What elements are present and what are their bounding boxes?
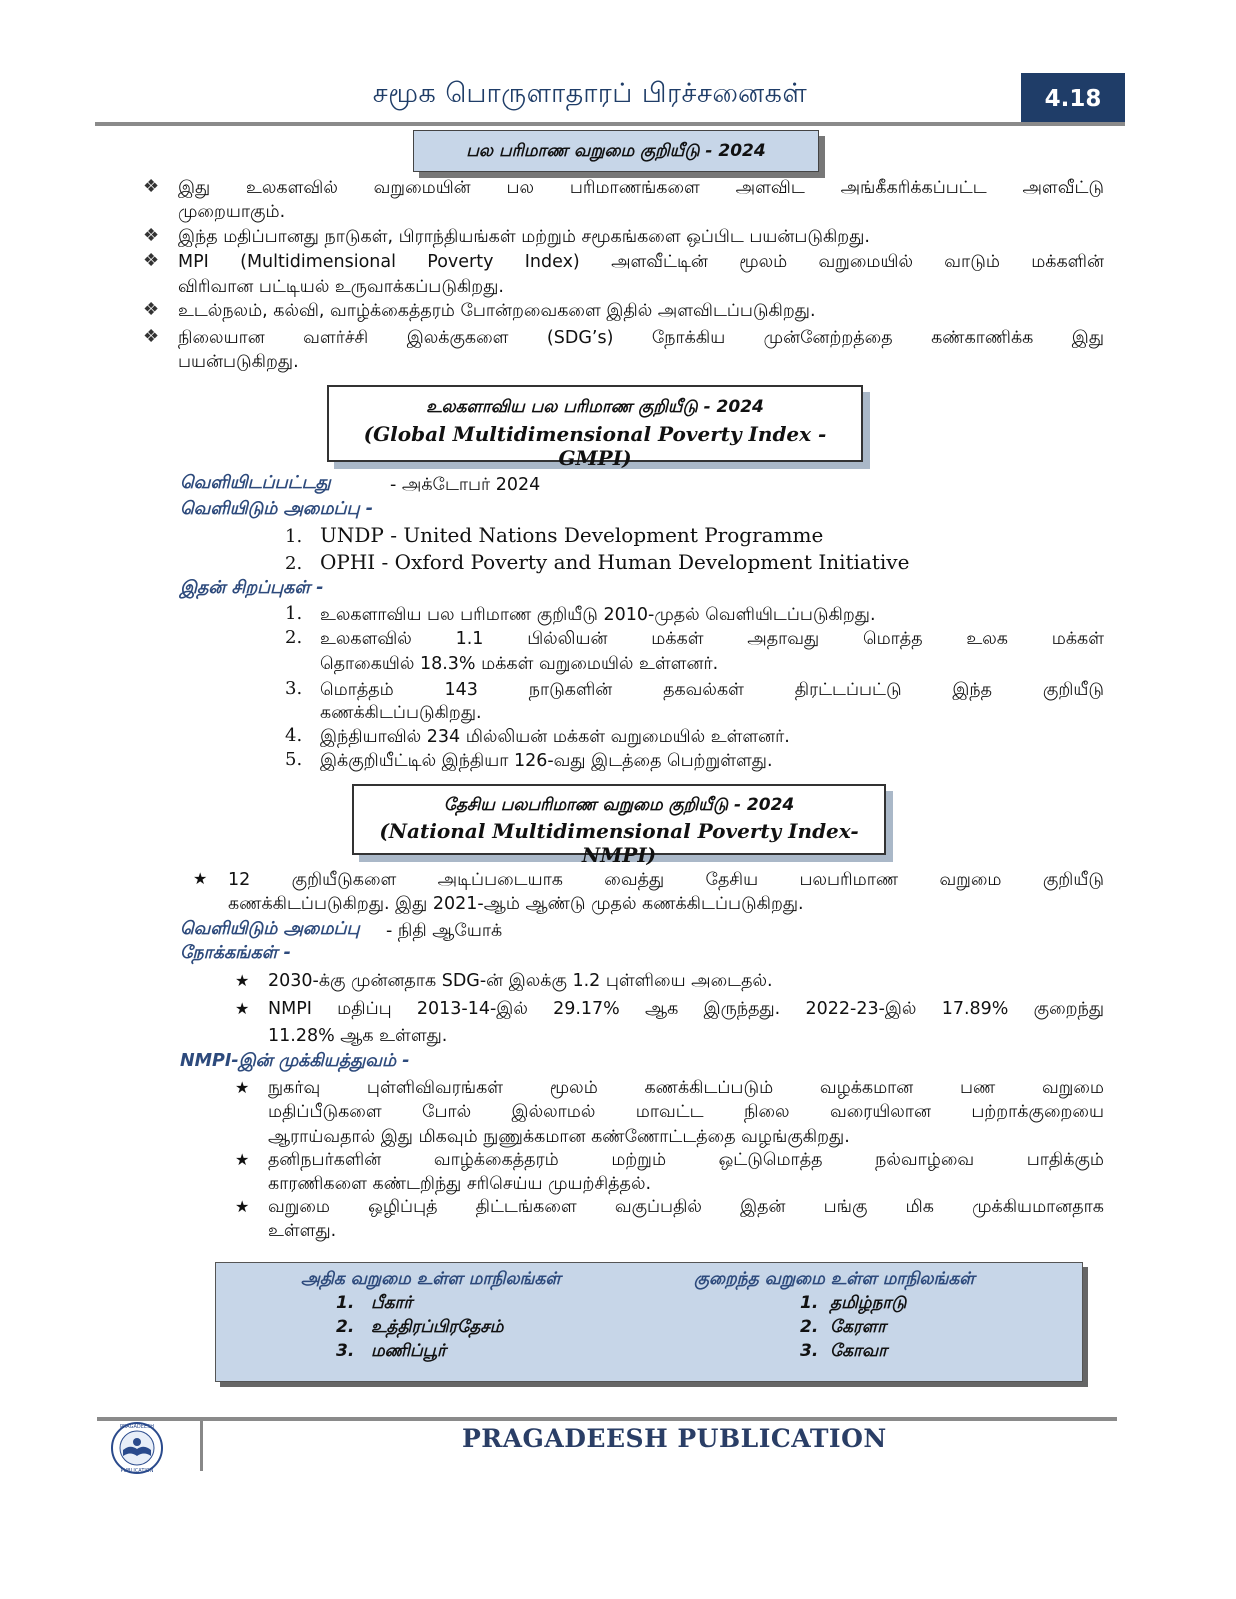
diamond-bullet-icon: ❖ <box>143 225 160 246</box>
feature-2-line1: உலகளவில் 1.1 பில்லியன் மக்கள் அதாவது மொத்த உலக மக்கள் <box>320 629 1104 649</box>
high-state-3-number: 3. <box>336 1341 355 1361</box>
nmpi-intro-line2: கணக்கிடப்படுகிறது. இது 2021-ஆம் ஆண்டு முதல் கணக்கிடப்படுகிறது. <box>228 894 804 914</box>
publisher-1-number: 1. <box>285 526 303 547</box>
feature-2-number: 2. <box>285 627 303 648</box>
gmpi-title-tamil: உலகளாவிய பல பரிமாண குறியீடு - 2024 <box>426 397 764 417</box>
publisher-1-text: UNDP - United Nations Development Programme <box>320 523 824 547</box>
objective-2-line1: NMPI மதிப்பு 2013-14-இல் 29.17% ஆக இருந்தது. 2022-23-இல் 17.89% குறைந்து <box>268 999 1104 1019</box>
nmpi-title-english: (National Multidimensional Poverty Index-NMPI) <box>379 819 859 867</box>
feature-5-number: 5. <box>285 749 303 770</box>
high-state-2-number: 2. <box>336 1317 355 1337</box>
feature-3-line1: மொத்தம் 143 நாடுகளின் தகவல்கள் திரட்டப்பட்டு இந்த குறியீடு <box>320 680 1104 700</box>
diamond-bullet-icon: ❖ <box>143 299 160 320</box>
mpi-title-box <box>413 130 819 172</box>
logo-top-text: PRAGADEESH <box>119 1424 155 1430</box>
gmpi-title-english: (Global Multidimensional Poverty Index - GMPI) <box>363 422 827 470</box>
low-state-3-name: கோவா <box>830 1341 887 1361</box>
states-comparison-box <box>215 1262 1083 1382</box>
book-logo-icon <box>107 1420 167 1476</box>
star-bullet-icon: ★ <box>193 869 208 888</box>
feature-3-line2: கணக்கிடப்படுகிறது. <box>320 703 482 723</box>
nmpi-intro-line1: 12 குறியீடுகளை அடிப்படையாக வைத்து தேசிய பலபரிமாண வறுமை குறியீடு <box>228 870 1104 890</box>
header-divider <box>95 122 1125 126</box>
publisher-logo <box>107 1420 167 1476</box>
footer-vertical-divider <box>200 1421 203 1471</box>
publisher-2-text: OPHI - Oxford Poverty and Human Development Initiative <box>320 550 910 574</box>
diamond-bullet-icon: ❖ <box>143 326 160 347</box>
low-state-1-name: தமிழ்நாடு <box>830 1293 907 1313</box>
mpi-bullet-3-line2: விரிவான பட்டியல் உருவாக்கப்படுகிறது. <box>178 277 504 297</box>
footer-publisher: PRAGADEESH PUBLICATION <box>462 1424 887 1453</box>
page-title: சமூக பொருளாதாரப் பிரச்சனைகள் <box>372 78 808 109</box>
gmpi-publisher-label: வெளியிடும் அமைப்பு - <box>180 499 373 519</box>
low-state-2-number: 2. <box>800 1317 819 1337</box>
feature-5-line1: இக்குறியீட்டில் இந்தியா 126-வது இடத்தை பெற்றுள்ளது. <box>320 751 773 771</box>
nmpi-publisher-value: - நிதி ஆயோக் <box>386 921 503 941</box>
objective-1-line1: 2030-க்கு முன்னதாக SDG-ன் இலக்கு 1.2 புள்ளியை அடைதல். <box>268 971 773 991</box>
feature-1-line1: உலகளாவிய பல பரிமாண குறியீடு 2010-முதல் வெளியிடப்படுகிறது. <box>320 605 876 625</box>
low-state-2-name: கேரளா <box>830 1317 886 1337</box>
mpi-bullet-1-line2: முறையாகும். <box>178 202 286 222</box>
page-number: 4.18 <box>1021 73 1125 125</box>
importance-1-line2: மதிப்பீடுகளை போல் இல்லாமல் மாவட்ட நிலை வரையிலான பற்றாக்குறையை <box>268 1102 1104 1122</box>
nmpi-title-box <box>352 784 886 867</box>
diamond-bullet-icon: ❖ <box>143 250 160 271</box>
nmpi-publisher-label: வெளியிடும் அமைப்பு <box>180 919 360 939</box>
mpi-bullet-5-line2: பயன்படுகிறது. <box>178 352 299 372</box>
high-state-2-name: உத்திரப்பிரதேசம் <box>371 1317 504 1337</box>
importance-2-line1: தனிநபர்களின் வாழ்க்கைத்தரம் மற்றும் ஒட்டுமொத்த நல்வாழ்வை பாதிக்கும் <box>268 1150 1104 1170</box>
low-poverty-heading: குறைந்த வறுமை உள்ள மாநிலங்கள் <box>694 1269 975 1289</box>
low-state-3-number: 3. <box>800 1341 819 1361</box>
importance-1-line3: ஆராய்வதால் இது மிகவும் நுணுக்கமான கண்ணோட்டத்தை வழங்குகிறது. <box>268 1127 850 1147</box>
star-bullet-icon: ★ <box>235 1150 250 1169</box>
feature-2-line2: தொகையில் 18.3% மக்கள் வறுமையில் உள்ளனர். <box>320 654 719 674</box>
feature-1-number: 1. <box>285 603 303 624</box>
star-bullet-icon: ★ <box>235 1197 250 1216</box>
mpi-bullet-4-line1: உடல்நலம், கல்வி, வாழ்க்கைத்தரம் போன்றவைகளை இதில் அளவிடப்படுகிறது. <box>178 301 816 321</box>
nmpi-objectives-label: நோக்கங்கள் - <box>180 943 291 963</box>
importance-1-line1: நுகர்வு புள்ளிவிவரங்கள் மூலம் கணக்கிடப்படும் வழக்கமான பண வறுமை <box>268 1078 1104 1098</box>
diamond-bullet-icon: ❖ <box>143 176 160 197</box>
nmpi-importance-label: NMPI-இன் முக்கியத்துவம் - <box>180 1051 410 1071</box>
high-state-1-number: 1. <box>336 1293 355 1313</box>
importance-3-line1: வறுமை ஒழிப்புத் திட்டங்களை வகுப்பதில் இதன் பங்கு மிக முக்கியமானதாக <box>268 1197 1104 1217</box>
feature-4-number: 4. <box>285 725 303 746</box>
high-state-1-name: பீகார் <box>371 1293 413 1313</box>
logo-bottom-text: PUBLICATION <box>120 1468 154 1474</box>
feature-3-number: 3. <box>285 678 303 699</box>
high-state-3-name: மணிப்பூர் <box>371 1341 446 1361</box>
objective-2-line2: 11.28% ஆக உள்ளது. <box>268 1026 448 1046</box>
low-state-1-number: 1. <box>800 1293 819 1313</box>
high-poverty-heading: அதிக வறுமை உள்ள மாநிலங்கள் <box>301 1269 561 1289</box>
mpi-bullet-2-line1: இந்த மதிப்பானது நாடுகள், பிராந்தியங்கள் மற்றும் சமூகங்களை ஒப்பிட பயன்படுகிறது. <box>178 227 870 247</box>
gmpi-released-label: வெளியிடப்பட்டது <box>180 473 331 493</box>
feature-4-line1: இந்தியாவில் 234 மில்லியன் மக்கள் வறுமையில் உள்ளனர். <box>320 727 790 747</box>
star-bullet-icon: ★ <box>235 1078 250 1097</box>
gmpi-released-value: - அக்டோபர் 2024 <box>390 475 541 495</box>
nmpi-title-tamil: தேசிய பலபரிமாண வறுமை குறியீடு - 2024 <box>443 795 795 815</box>
mpi-title: பல பரிமாண வறுமை குறியீடு - 2024 <box>466 141 766 161</box>
mpi-bullet-3-line1: MPI (Multidimensional Poverty Index) அளவீட்டின் மூலம் வறுமையில் வாடும் மக்களின் <box>178 252 1104 272</box>
importance-3-line2: உள்ளது. <box>268 1221 337 1241</box>
footer-divider <box>97 1417 1117 1421</box>
mpi-bullet-5-line1: நிலையான வளர்ச்சி இலக்குகளை (SDG’s) நோக்கிய முன்னேற்றத்தை கண்காணிக்க இது <box>178 328 1104 348</box>
mpi-bullet-1-line1: இது உலகளவில் வறுமையின் பல பரிமாணங்களை அளவிட அங்கீகரிக்கப்பட்ட அளவீட்டு <box>178 178 1104 198</box>
star-bullet-icon: ★ <box>235 971 250 990</box>
star-bullet-icon: ★ <box>235 999 250 1018</box>
gmpi-features-label: இதன் சிறப்புகள் - <box>180 578 324 598</box>
publisher-2-number: 2. <box>285 553 303 574</box>
importance-2-line2: காரணிகளை கண்டறிந்து சரிசெய்ய முயற்சித்தல். <box>268 1174 652 1194</box>
gmpi-title-box <box>327 385 863 470</box>
